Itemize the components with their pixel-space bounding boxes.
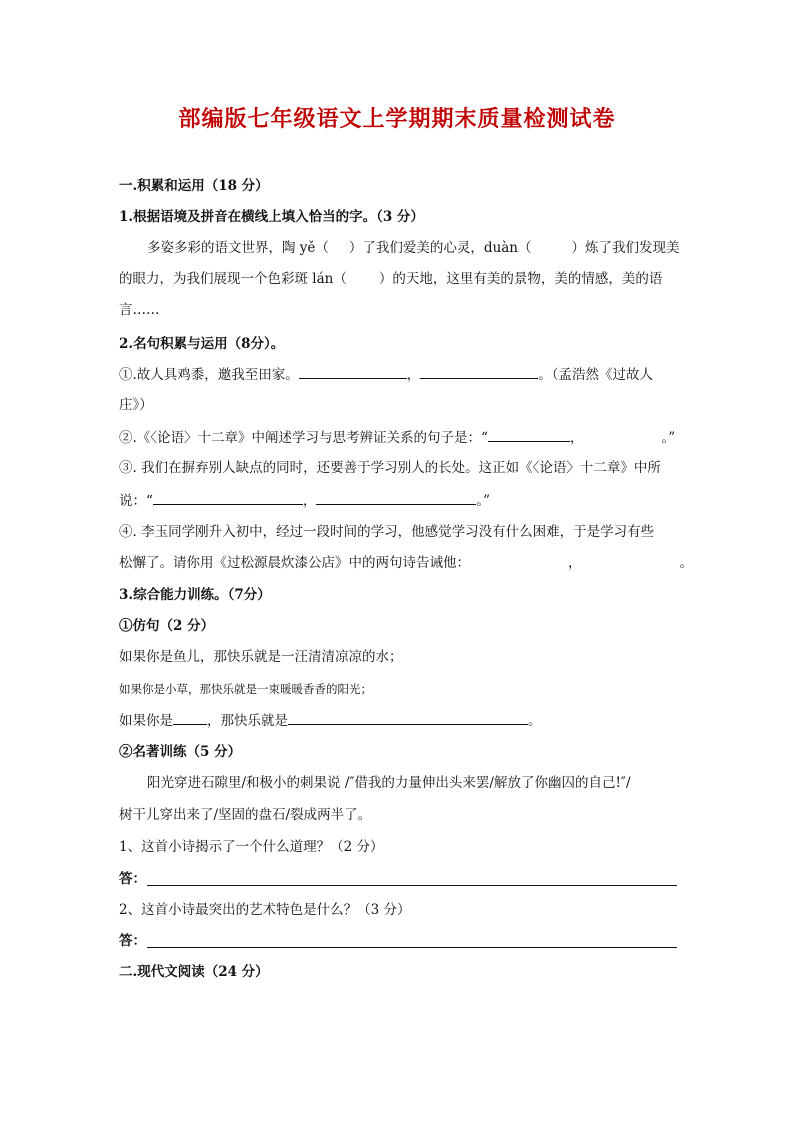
- sub-heading-imitation: ①仿句（2 分）: [119, 618, 215, 634]
- answer-label-2: 答：: [119, 933, 146, 949]
- text-fragment: 说：“: [119, 493, 153, 509]
- text-fragment: ，: [302, 493, 317, 509]
- answer-blank[interactable]: [488, 427, 570, 442]
- answer-blank[interactable]: [173, 710, 207, 725]
- question-1-heading: 1.根据语境及拼音在横线上填入恰当的字。（3 分）: [119, 209, 424, 225]
- quote-item-4: ④. 李玉同学刚升入初中，经过一段时间的学习，他感觉学习没有什么困难，于是学习有些: [119, 524, 655, 540]
- question-1-line-2: [119, 269, 662, 289]
- answer-blank[interactable]: [299, 364, 407, 379]
- quote-item-3-cont: [119, 490, 490, 511]
- text-fragment: 。”: [661, 430, 676, 446]
- page-title: 部编版七年级语文上学期期末质量检测试卷: [178, 106, 616, 132]
- poem-line-2: 树干儿穿出来了/坚固的盘石/裂成两半了。: [119, 807, 372, 823]
- text-fragment: 。”: [476, 493, 491, 509]
- text-fragment: ）炼了我们发现美: [571, 240, 680, 256]
- quote-item-1-cont: 庄》）: [119, 397, 153, 413]
- text-fragment: 的眼力，为我们展现一个色彩斑 lán（: [119, 271, 347, 287]
- text-fragment: ）的天地，这里有美的景物，美的情感，美的语: [378, 271, 663, 287]
- text-fragment: 多姿多彩的语文世界，陶 yě（: [147, 240, 329, 256]
- text-fragment: ，那快乐就是: [207, 713, 288, 729]
- answer-label-1: 答：: [119, 871, 146, 887]
- text-fragment: 如果你是: [119, 713, 173, 729]
- answer-blank[interactable]: [153, 490, 303, 505]
- question-3-heading: 3.综合能力训练。（7分）: [119, 587, 271, 603]
- question-1-line-1: [147, 238, 680, 258]
- text-fragment: 松懈了。请你用《过松源晨炊漆公店》中的两句诗告诫他：: [119, 555, 470, 571]
- quote-item-2: [119, 427, 675, 448]
- section-heading-1: 一.积累和运用（18 分）: [119, 178, 269, 194]
- answer-blank[interactable]: [288, 710, 528, 725]
- answer-line-2[interactable]: [147, 946, 677, 948]
- sub-question-2: 2、这首小诗最突出的艺术特色是什么？（3 分）: [119, 902, 411, 918]
- example-sentence-2: 如果你是小草，那快乐就是一束暖暖香香的阳光；: [119, 682, 372, 696]
- question-2-heading: 2.名句积累与运用（8分）。: [119, 336, 285, 352]
- question-1-line-3: 言……: [119, 302, 160, 318]
- sub-heading-classics: ②名著训练（5 分）: [119, 744, 242, 760]
- answer-blank[interactable]: [316, 490, 476, 505]
- quote-item-1: [119, 364, 653, 385]
- section-heading-2: 二.现代文阅读（24 分）: [119, 964, 269, 980]
- quote-item-3: ③. 我们在摒弃别人缺点的同时，还要善于学习别人的长处。这正如《〈论语〉十二章》中所: [119, 460, 661, 476]
- text-fragment: ）了我们爱美的心灵，duàn（: [348, 240, 532, 256]
- text-fragment: ①.故人具鸡黍，邀我至田家。: [119, 367, 299, 383]
- text-fragment: ，: [406, 367, 421, 383]
- text-fragment: ，: [569, 430, 584, 446]
- text-fragment: ②.《〈论语〉十二章》中阐述学习与思考辨证关系的句子是：“: [119, 430, 488, 446]
- poem-line-1: 阳光穿进石隙里/和极小的刺果说 /″借我的力量伸出头来罢/解放了你幽囚的自己!″/: [147, 775, 631, 791]
- text-fragment: ，: [568, 555, 582, 571]
- text-fragment: 。: [528, 713, 542, 729]
- example-sentence-1: 如果你是鱼儿，那快乐就是一汪清清凉凉的水；: [119, 649, 403, 665]
- imitation-line: [119, 710, 542, 731]
- answer-line-1[interactable]: [147, 884, 677, 886]
- text-fragment: 。（孟浩然《过故人: [538, 367, 654, 383]
- answer-blank[interactable]: [420, 364, 538, 379]
- quote-item-4-cont: [119, 553, 693, 573]
- text-fragment: 。: [679, 555, 693, 571]
- sub-question-1: 1、这首小诗揭示了一个什么道理？（2 分）: [119, 839, 384, 855]
